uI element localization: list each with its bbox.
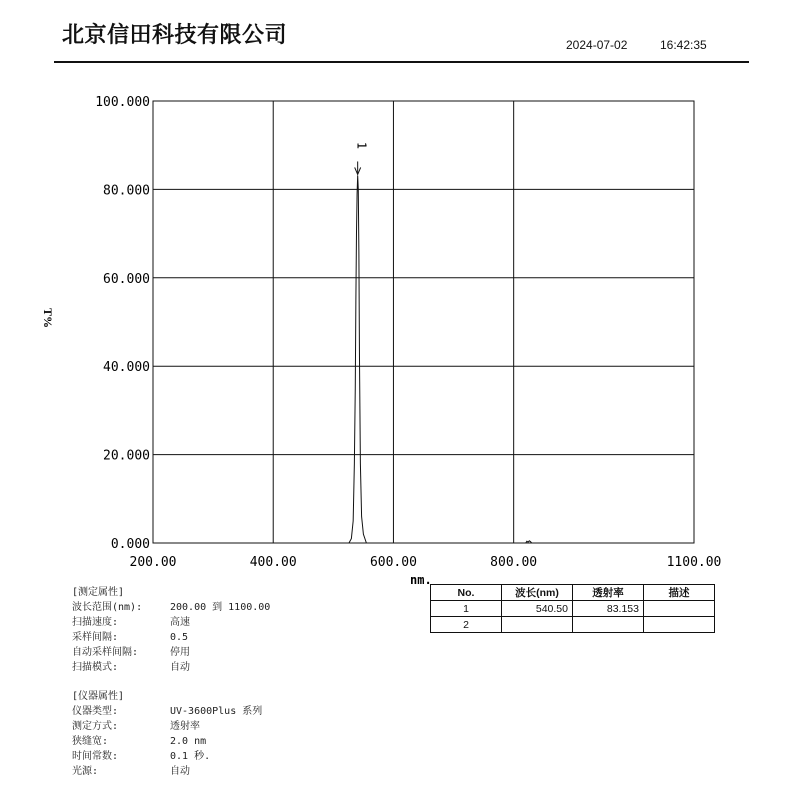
col-transmittance: 透射率	[573, 585, 644, 601]
cell-no: 2	[431, 617, 502, 633]
col-no: No.	[431, 585, 502, 601]
peak-table	[430, 584, 715, 633]
prop-key: 扫描速度:	[72, 617, 119, 628]
prop-row	[72, 764, 262, 779]
instrument-props-title: [仪器属性]	[72, 691, 125, 702]
measure-properties	[72, 585, 270, 675]
x-tick-label: 800.00	[490, 555, 538, 570]
col-description: 描述	[644, 585, 715, 601]
prop-key: 自动采样间隔:	[72, 647, 139, 658]
x-tick-label: 1100.00	[666, 555, 722, 570]
y-tick-label: 80.000	[103, 183, 150, 199]
prop-key: 时间常数:	[72, 751, 119, 762]
prop-row	[72, 749, 262, 764]
y-tick-label: 40.000	[103, 360, 150, 376]
plot-frame	[153, 101, 694, 543]
y-tick-labels	[95, 95, 150, 552]
prop-row	[72, 704, 262, 719]
col-wavelength: 波长(nm)	[502, 585, 573, 601]
cell-transmittance	[573, 617, 644, 633]
report-time: 16:42:35	[660, 38, 707, 52]
prop-value: 高速	[170, 617, 190, 628]
cell-no: 1	[431, 601, 502, 617]
prop-row	[72, 630, 270, 645]
x-tick-labels	[130, 555, 722, 570]
x-axis-label: nm.	[410, 573, 432, 587]
table-row	[431, 617, 715, 633]
prop-value: 停用	[170, 647, 190, 658]
cell-description	[644, 601, 715, 617]
x-tick-label: 600.00	[369, 555, 417, 570]
y-tick-label: 20.000	[103, 448, 150, 464]
prop-value: 200.00 到 1100.00	[170, 602, 271, 613]
table-row	[431, 601, 715, 617]
prop-row	[72, 719, 262, 734]
prop-key: 测定方式:	[72, 721, 119, 732]
y-tick-label: 60.000	[103, 271, 150, 287]
prop-key: 扫描模式:	[72, 662, 119, 673]
prop-value: 2.0 nm	[170, 736, 207, 747]
prop-row	[72, 660, 270, 675]
measure-props-title: [测定属性]	[72, 587, 125, 598]
chart-grid	[153, 101, 694, 543]
x-tick-label: 200.00	[129, 555, 177, 570]
prop-value: 0.1 秒.	[170, 751, 211, 762]
prop-row	[72, 600, 270, 615]
prop-key: 采样间隔:	[72, 632, 119, 643]
cell-wavelength	[502, 617, 573, 633]
y-tick-label: 100.000	[95, 95, 150, 110]
prop-key: 仪器类型:	[72, 706, 119, 717]
prop-value: 透射率	[170, 721, 200, 732]
report-date: 2024-07-02	[566, 38, 628, 52]
prop-key: 狭缝宽:	[72, 736, 109, 747]
prop-value: UV-3600Plus 系列	[170, 706, 263, 717]
cell-transmittance: 83.153	[573, 601, 644, 617]
x-tick-label: 400.00	[249, 555, 297, 570]
prop-value: 自动	[170, 766, 190, 777]
cell-description	[644, 617, 715, 633]
prop-key: 波长范围(nm):	[72, 602, 143, 613]
prop-value: 0.5	[170, 632, 189, 643]
peak-annotations	[355, 142, 369, 175]
prop-row	[72, 734, 262, 749]
spectrum-line	[153, 175, 694, 543]
peak-table-header	[431, 585, 715, 601]
peak-label: 1	[354, 141, 369, 150]
prop-row	[72, 615, 270, 630]
prop-key: 光源:	[72, 766, 99, 777]
prop-row	[72, 645, 270, 660]
instrument-properties	[72, 689, 262, 779]
y-axis-label: T%	[41, 307, 55, 329]
y-tick-label: 0.000	[110, 537, 150, 552]
company-name: 北京信田科技有限公司	[62, 23, 288, 48]
cell-wavelength: 540.50	[502, 601, 573, 617]
prop-value: 自动	[170, 662, 190, 673]
